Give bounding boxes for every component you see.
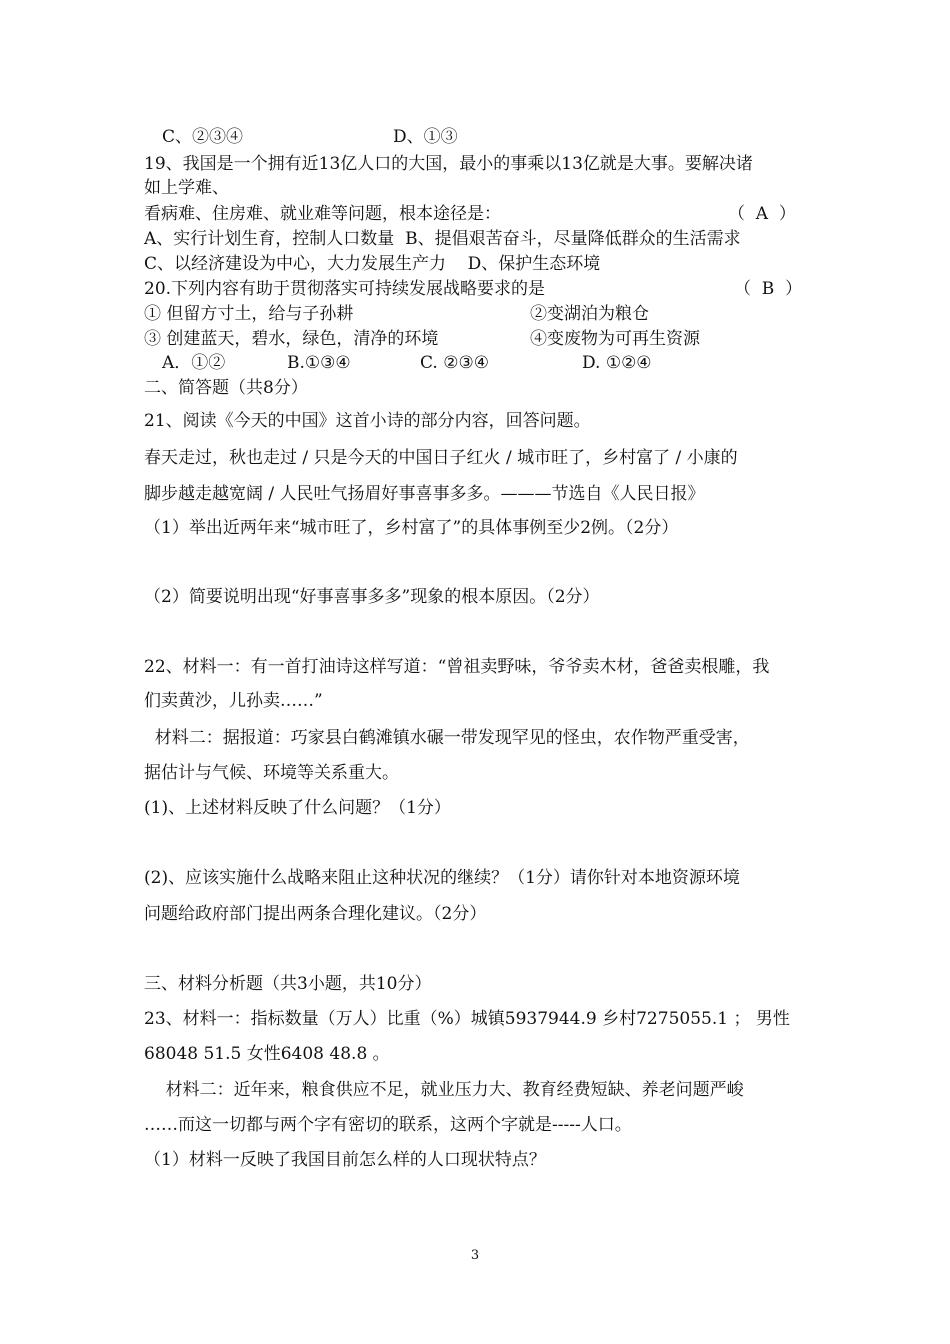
q23-material-1-line-1: 23、材料一：指标数量（万人）比重（%）城镇5937944.9 乡村7275055.1 ； 男性 — [144, 1009, 790, 1029]
q22-sub-1: (1)、上述材料反映了什么问题？（1分） — [144, 798, 451, 818]
q22-material-2-line-1: 材料二：据报道：巧家县白鹤滩镇水碾一带发现罕见的怪虫，农作物严重受害， — [144, 728, 750, 748]
q19-line-4: A、实行计划生育，控制人口数量 B、提倡艰苦奋斗，尽量降低群众的生活需求 — [144, 229, 741, 249]
q21-sub-2: （2）简要说明出现“好事喜事多多”现象的根本原因。（2分） — [144, 587, 600, 607]
q19-line-2: 如上学难、 — [144, 178, 229, 198]
q20-stem: 20.下列内容有助于贯彻落实可持续发展战略要求的是 — [144, 279, 546, 299]
q20-option-3: ③ 创建蓝天，碧水，绿色，清净的环境 — [144, 329, 439, 349]
page-number: 3 — [470, 1248, 480, 1263]
q18-option-c: C、②③④ — [162, 127, 244, 147]
q22-sub-2-line-2: 问题给政府部门提出两条合理化建议。（2分） — [144, 904, 487, 924]
q20-choice-a: A．①② — [162, 353, 226, 373]
q20-option-1: ① 但留方寸土，给与子孙耕 — [144, 304, 354, 324]
q22-sub-2-line-1: (2)、应该实施什么战略来阻止这种状况的继续？（1分）请你针对本地资源环境 — [144, 868, 740, 888]
q21-sub-1: （1）举出近两年来“城市旺了，乡村富了”的具体事例至少2例。（2分） — [144, 518, 679, 538]
q21-poem-line-2: 脚步越走越宽阔 / 人民吐气扬眉好事喜事多多。———节选自《人民日报》 — [144, 484, 705, 504]
q22-material-1-line-1: 22、材料一：有一首打油诗这样写道：“曾祖卖野味，爷爷卖木材，爸爸卖根雕，我 — [144, 657, 770, 677]
q23-material-2-line-2: ……而这一切都与两个字有密切的联系，这两个字就是-----人口。 — [144, 1115, 632, 1135]
q23-sub-1: （1）材料一反映了我国目前怎么样的人口现状特点？ — [144, 1150, 546, 1170]
q20-choice-b: B.①③④ — [287, 353, 351, 373]
q19-answer: （ A ） — [728, 204, 796, 224]
q20-option-2: ②变湖泊为粮仓 — [530, 304, 649, 324]
q20-choice-c: C. ②③④ — [420, 353, 489, 373]
section-2-title: 二、简答题（共8分） — [144, 378, 308, 398]
q23-material-2-line-1: 材料二：近年来，粮食供应不足，就业压力大、教育经费短缺、养老问题严峻 — [144, 1080, 744, 1100]
q19-line-1: 19、我国是一个拥有近13亿人口的大国，最小的事乘以13亿就是大事。要解决诸 — [144, 154, 753, 174]
q20-answer: （ B ） — [734, 279, 803, 299]
q22-material-2-line-2: 据估计与气候、环境等关系重大。 — [144, 763, 399, 783]
q22-material-1-line-2: 们卖黄沙，儿孙卖……” — [144, 691, 323, 711]
q21-poem-line-1: 春天走过，秋也走过 / 只是今天的中国日子红火 / 城市旺了，乡村富了 / 小康的 — [144, 448, 738, 468]
q19-line-3: 看病难、住房难、就业难等问题，根本途径是： — [144, 204, 501, 224]
section-3-title: 三、材料分析题（共3小题，共10分） — [144, 974, 432, 994]
q23-material-1-line-2: 68048 51.5 女性6408 48.8 。 — [144, 1044, 390, 1064]
q18-option-d: D、①③ — [393, 127, 458, 147]
q21-stem: 21、阅读《今天的中国》这首小诗的部分内容，回答问题。 — [144, 411, 591, 431]
q20-option-4: ④变废物为可再生资源 — [530, 329, 700, 349]
q19-line-5: C、以经济建设为中心，大力发展生产力 D、保护生态环境 — [144, 254, 601, 274]
q20-choice-d: D. ①②④ — [582, 353, 652, 373]
